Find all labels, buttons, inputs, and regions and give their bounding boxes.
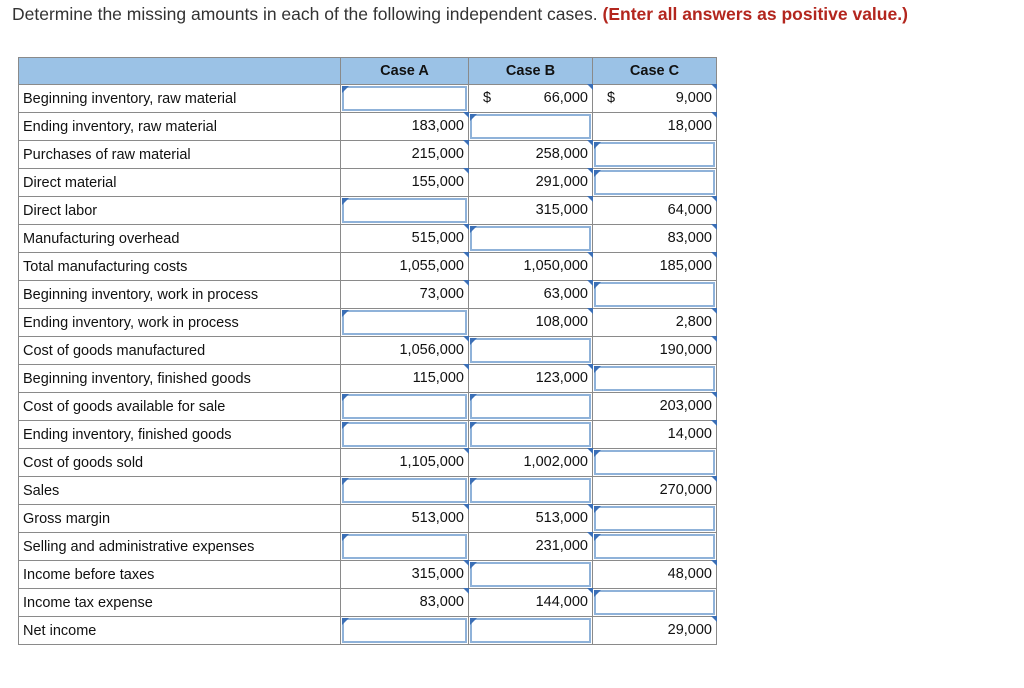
table-row: [19, 337, 717, 365]
cell-tick-icon: [711, 224, 717, 230]
case-c-value: 190,000: [659, 342, 712, 358]
cell-tick-icon: [711, 560, 717, 566]
case-a-value-cell: [341, 141, 469, 169]
row-label: Selling and administrative expenses: [19, 533, 341, 561]
row-label: Net income: [19, 617, 341, 645]
cell-tick-icon: [711, 616, 717, 622]
case-a-answer-input[interactable]: [342, 86, 467, 111]
cell-tick-icon: [711, 392, 717, 398]
cell-tick-icon: [711, 196, 717, 202]
case-a-value: 513,000: [411, 510, 464, 526]
case-b-answer-input[interactable]: [470, 422, 591, 447]
table-row: [19, 225, 717, 253]
case-b-value-cell: [469, 365, 593, 393]
case-c-input-cell[interactable]: [593, 533, 717, 561]
case-c-value: 48,000: [667, 566, 712, 582]
case-a-answer-input[interactable]: [342, 394, 467, 419]
case-b-value-cell: [469, 169, 593, 197]
case-a-answer-input[interactable]: [342, 422, 467, 447]
case-a-value: 515,000: [411, 230, 464, 246]
case-c-answer-input[interactable]: [594, 534, 715, 559]
case-c-input-cell[interactable]: [593, 505, 717, 533]
input-marker-icon: [594, 282, 601, 289]
input-marker-icon: [594, 506, 601, 513]
case-b-answer-input[interactable]: [470, 562, 591, 587]
case-a-value-cell: [341, 253, 469, 281]
row-label: Beginning inventory, finished goods: [19, 365, 341, 393]
row-label: Ending inventory, raw material: [19, 113, 341, 141]
case-c-value: 185,000: [659, 258, 712, 274]
case-c-answer-input[interactable]: [594, 366, 715, 391]
case-a-answer-input[interactable]: [342, 534, 467, 559]
cell-tick-icon: [711, 252, 717, 258]
case-b-input-cell[interactable]: [469, 337, 593, 365]
table-row: [19, 365, 717, 393]
case-a-input-cell[interactable]: [341, 477, 469, 505]
case-c-answer-input[interactable]: [594, 170, 715, 195]
row-label: Total manufacturing costs: [19, 253, 341, 281]
case-c-answer-input[interactable]: [594, 590, 715, 615]
cell-tick-icon: [711, 112, 717, 118]
case-b-input-cell[interactable]: [469, 393, 593, 421]
header-case-c: Case C: [593, 58, 717, 85]
input-marker-icon: [594, 366, 601, 373]
case-b-input-cell[interactable]: [469, 561, 593, 589]
case-a-value-cell: [341, 113, 469, 141]
case-c-value-cell: [593, 477, 717, 505]
case-c-value: 83,000: [667, 230, 712, 246]
table-row: [19, 561, 717, 589]
input-marker-icon: [342, 198, 349, 205]
case-c-value: 64,000: [667, 202, 712, 218]
case-a-value: 73,000: [419, 286, 464, 302]
input-marker-icon: [342, 422, 349, 429]
case-c-answer-input[interactable]: [594, 506, 715, 531]
case-a-answer-input[interactable]: [342, 618, 467, 643]
case-b-value-cell: [469, 589, 593, 617]
case-c-value-cell: [593, 197, 717, 225]
dollar-sign: $: [607, 90, 616, 106]
input-marker-icon: [342, 478, 349, 485]
input-marker-icon: [342, 394, 349, 401]
case-c-input-cell[interactable]: [593, 589, 717, 617]
input-marker-icon: [470, 478, 477, 485]
case-b-value-cell: [469, 197, 593, 225]
case-b-value: 231,000: [535, 538, 588, 554]
case-c-value: 9,000: [675, 90, 712, 106]
case-b-value: 513,000: [535, 510, 588, 526]
case-b-input-cell[interactable]: [469, 477, 593, 505]
row-label: Income tax expense: [19, 589, 341, 617]
case-a-input-cell[interactable]: [341, 533, 469, 561]
header-blank: [19, 58, 341, 85]
row-label: Direct material: [19, 169, 341, 197]
case-b-answer-input[interactable]: [470, 226, 591, 251]
cost-table: [18, 57, 717, 645]
case-b-value-cell: [469, 85, 593, 113]
case-a-input-cell[interactable]: [341, 617, 469, 645]
case-a-input-cell[interactable]: [341, 393, 469, 421]
case-b-value: 63,000: [543, 286, 588, 302]
case-c-value-cell: [593, 225, 717, 253]
case-a-value: 315,000: [411, 566, 464, 582]
row-label: Cost of goods sold: [19, 449, 341, 477]
case-c-value-cell: [593, 393, 717, 421]
header-row: [19, 58, 717, 85]
table-row: [19, 85, 717, 113]
input-marker-icon: [594, 534, 601, 541]
row-label: Cost of goods manufactured: [19, 337, 341, 365]
input-marker-icon: [594, 142, 601, 149]
table-row: [19, 505, 717, 533]
header-case-b: Case B: [469, 58, 593, 85]
case-b-value-cell: [469, 505, 593, 533]
case-b-value-cell: [469, 253, 593, 281]
case-c-answer-input[interactable]: [594, 142, 715, 167]
case-c-value: 203,000: [659, 398, 712, 414]
case-c-value: 14,000: [667, 426, 712, 442]
case-b-answer-input[interactable]: [470, 394, 591, 419]
case-b-input-cell[interactable]: [469, 225, 593, 253]
table-row: [19, 169, 717, 197]
row-label: Beginning inventory, work in process: [19, 281, 341, 309]
case-a-value-cell: [341, 365, 469, 393]
case-b-value: 291,000: [535, 174, 588, 190]
case-c-value-cell: [593, 309, 717, 337]
input-marker-icon: [470, 618, 477, 625]
case-b-value-cell: [469, 449, 593, 477]
case-a-value: 155,000: [411, 174, 464, 190]
case-a-value: 115,000: [412, 370, 464, 386]
input-marker-icon: [342, 86, 349, 93]
header-case-a: Case A: [341, 58, 469, 85]
cell-tick-icon: [711, 420, 717, 426]
input-marker-icon: [342, 618, 349, 625]
case-c-value: 29,000: [667, 622, 712, 638]
input-marker-icon: [594, 170, 601, 177]
case-a-value-cell: [341, 337, 469, 365]
case-c-value-cell: [593, 337, 717, 365]
input-marker-icon: [594, 450, 601, 457]
input-marker-icon: [470, 338, 477, 345]
case-a-value: 1,055,000: [399, 258, 464, 274]
input-marker-icon: [342, 534, 349, 541]
case-a-answer-input[interactable]: [342, 310, 467, 335]
table-row: [19, 533, 717, 561]
case-a-value: 1,056,000: [399, 342, 464, 358]
case-b-value: 123,000: [535, 370, 588, 386]
row-label: Direct labor: [19, 197, 341, 225]
case-c-value-cell: [593, 421, 717, 449]
case-c-value-cell: [593, 617, 717, 645]
case-c-value: 2,800: [675, 314, 712, 330]
case-b-value-cell: [469, 533, 593, 561]
case-b-input-cell[interactable]: [469, 421, 593, 449]
case-a-answer-input[interactable]: [342, 478, 467, 503]
case-b-value: 1,002,000: [523, 454, 588, 470]
row-label: Cost of goods available for sale: [19, 393, 341, 421]
case-a-answer-input[interactable]: [342, 198, 467, 223]
table-row: [19, 309, 717, 337]
table-row: [19, 197, 717, 225]
instructions-note: (Enter all answers as positive value.): [602, 4, 908, 24]
case-c-answer-input[interactable]: [594, 282, 715, 307]
case-c-value-cell: [593, 253, 717, 281]
instructions-text: Determine the missing amounts in each of the following independent cases.: [12, 4, 598, 24]
input-marker-icon: [594, 590, 601, 597]
case-a-input-cell[interactable]: [341, 197, 469, 225]
case-b-value: 1,050,000: [523, 258, 588, 274]
table-row: [19, 141, 717, 169]
case-b-answer-input[interactable]: [470, 338, 591, 363]
case-a-value-cell: [341, 449, 469, 477]
input-marker-icon: [470, 562, 477, 569]
case-a-value-cell: [341, 169, 469, 197]
case-a-value-cell: [341, 589, 469, 617]
case-c-value: 270,000: [659, 482, 712, 498]
cell-tick-icon: [711, 476, 717, 482]
table-row: [19, 281, 717, 309]
case-b-value: 258,000: [535, 146, 588, 162]
case-c-input-cell[interactable]: [593, 141, 717, 169]
cell-tick-icon: [711, 308, 717, 314]
row-label: Ending inventory, finished goods: [19, 421, 341, 449]
case-a-value-cell: [341, 561, 469, 589]
input-marker-icon: [470, 114, 477, 121]
table-row: [19, 449, 717, 477]
case-b-answer-input[interactable]: [470, 478, 591, 503]
case-c-input-cell[interactable]: [593, 365, 717, 393]
case-b-value: 66,000: [543, 90, 588, 106]
case-a-value-cell: [341, 505, 469, 533]
table-row: [19, 253, 717, 281]
table-row: [19, 589, 717, 617]
cell-tick-icon: [711, 336, 717, 342]
input-marker-icon: [470, 394, 477, 401]
row-label: Beginning inventory, raw material: [19, 85, 341, 113]
case-a-input-cell[interactable]: [341, 85, 469, 113]
case-b-value: 108,000: [535, 314, 588, 330]
instructions: [12, 4, 908, 25]
input-marker-icon: [342, 310, 349, 317]
table-row: [19, 477, 717, 505]
table-row: [19, 421, 717, 449]
row-label: Purchases of raw material: [19, 141, 341, 169]
case-a-input-cell[interactable]: [341, 309, 469, 337]
row-label: Manufacturing overhead: [19, 225, 341, 253]
case-b-input-cell[interactable]: [469, 617, 593, 645]
table-row: [19, 617, 717, 645]
dollar-sign: $: [483, 90, 492, 106]
table-body: [19, 85, 717, 645]
case-b-value: 144,000: [535, 594, 588, 610]
case-c-input-cell[interactable]: [593, 449, 717, 477]
row-label: Sales: [19, 477, 341, 505]
case-b-value-cell: [469, 141, 593, 169]
input-marker-icon: [470, 422, 477, 429]
case-a-value: 183,000: [411, 118, 464, 134]
case-a-value-cell: [341, 281, 469, 309]
row-label: Ending inventory, work in process: [19, 309, 341, 337]
case-b-value: 315,000: [535, 202, 588, 218]
input-marker-icon: [470, 226, 477, 233]
case-a-value: 1,105,000: [399, 454, 464, 470]
case-b-value-cell: [469, 281, 593, 309]
case-c-answer-input[interactable]: [594, 450, 715, 475]
case-a-value: 215,000: [411, 146, 464, 162]
case-c-value-cell: [593, 85, 717, 113]
case-c-value-cell: [593, 113, 717, 141]
table-row: [19, 113, 717, 141]
case-b-value-cell: [469, 309, 593, 337]
case-c-value-cell: [593, 561, 717, 589]
case-c-value: 18,000: [667, 118, 712, 134]
case-b-answer-input[interactable]: [470, 618, 591, 643]
case-a-value-cell: [341, 225, 469, 253]
case-b-answer-input[interactable]: [470, 114, 591, 139]
case-a-value: 83,000: [419, 594, 464, 610]
row-label: Income before taxes: [19, 561, 341, 589]
case-c-input-cell[interactable]: [593, 281, 717, 309]
case-a-input-cell[interactable]: [341, 421, 469, 449]
case-b-input-cell[interactable]: [469, 113, 593, 141]
cell-tick-icon: [711, 84, 717, 90]
row-label: Gross margin: [19, 505, 341, 533]
case-c-input-cell[interactable]: [593, 169, 717, 197]
table-row: [19, 393, 717, 421]
